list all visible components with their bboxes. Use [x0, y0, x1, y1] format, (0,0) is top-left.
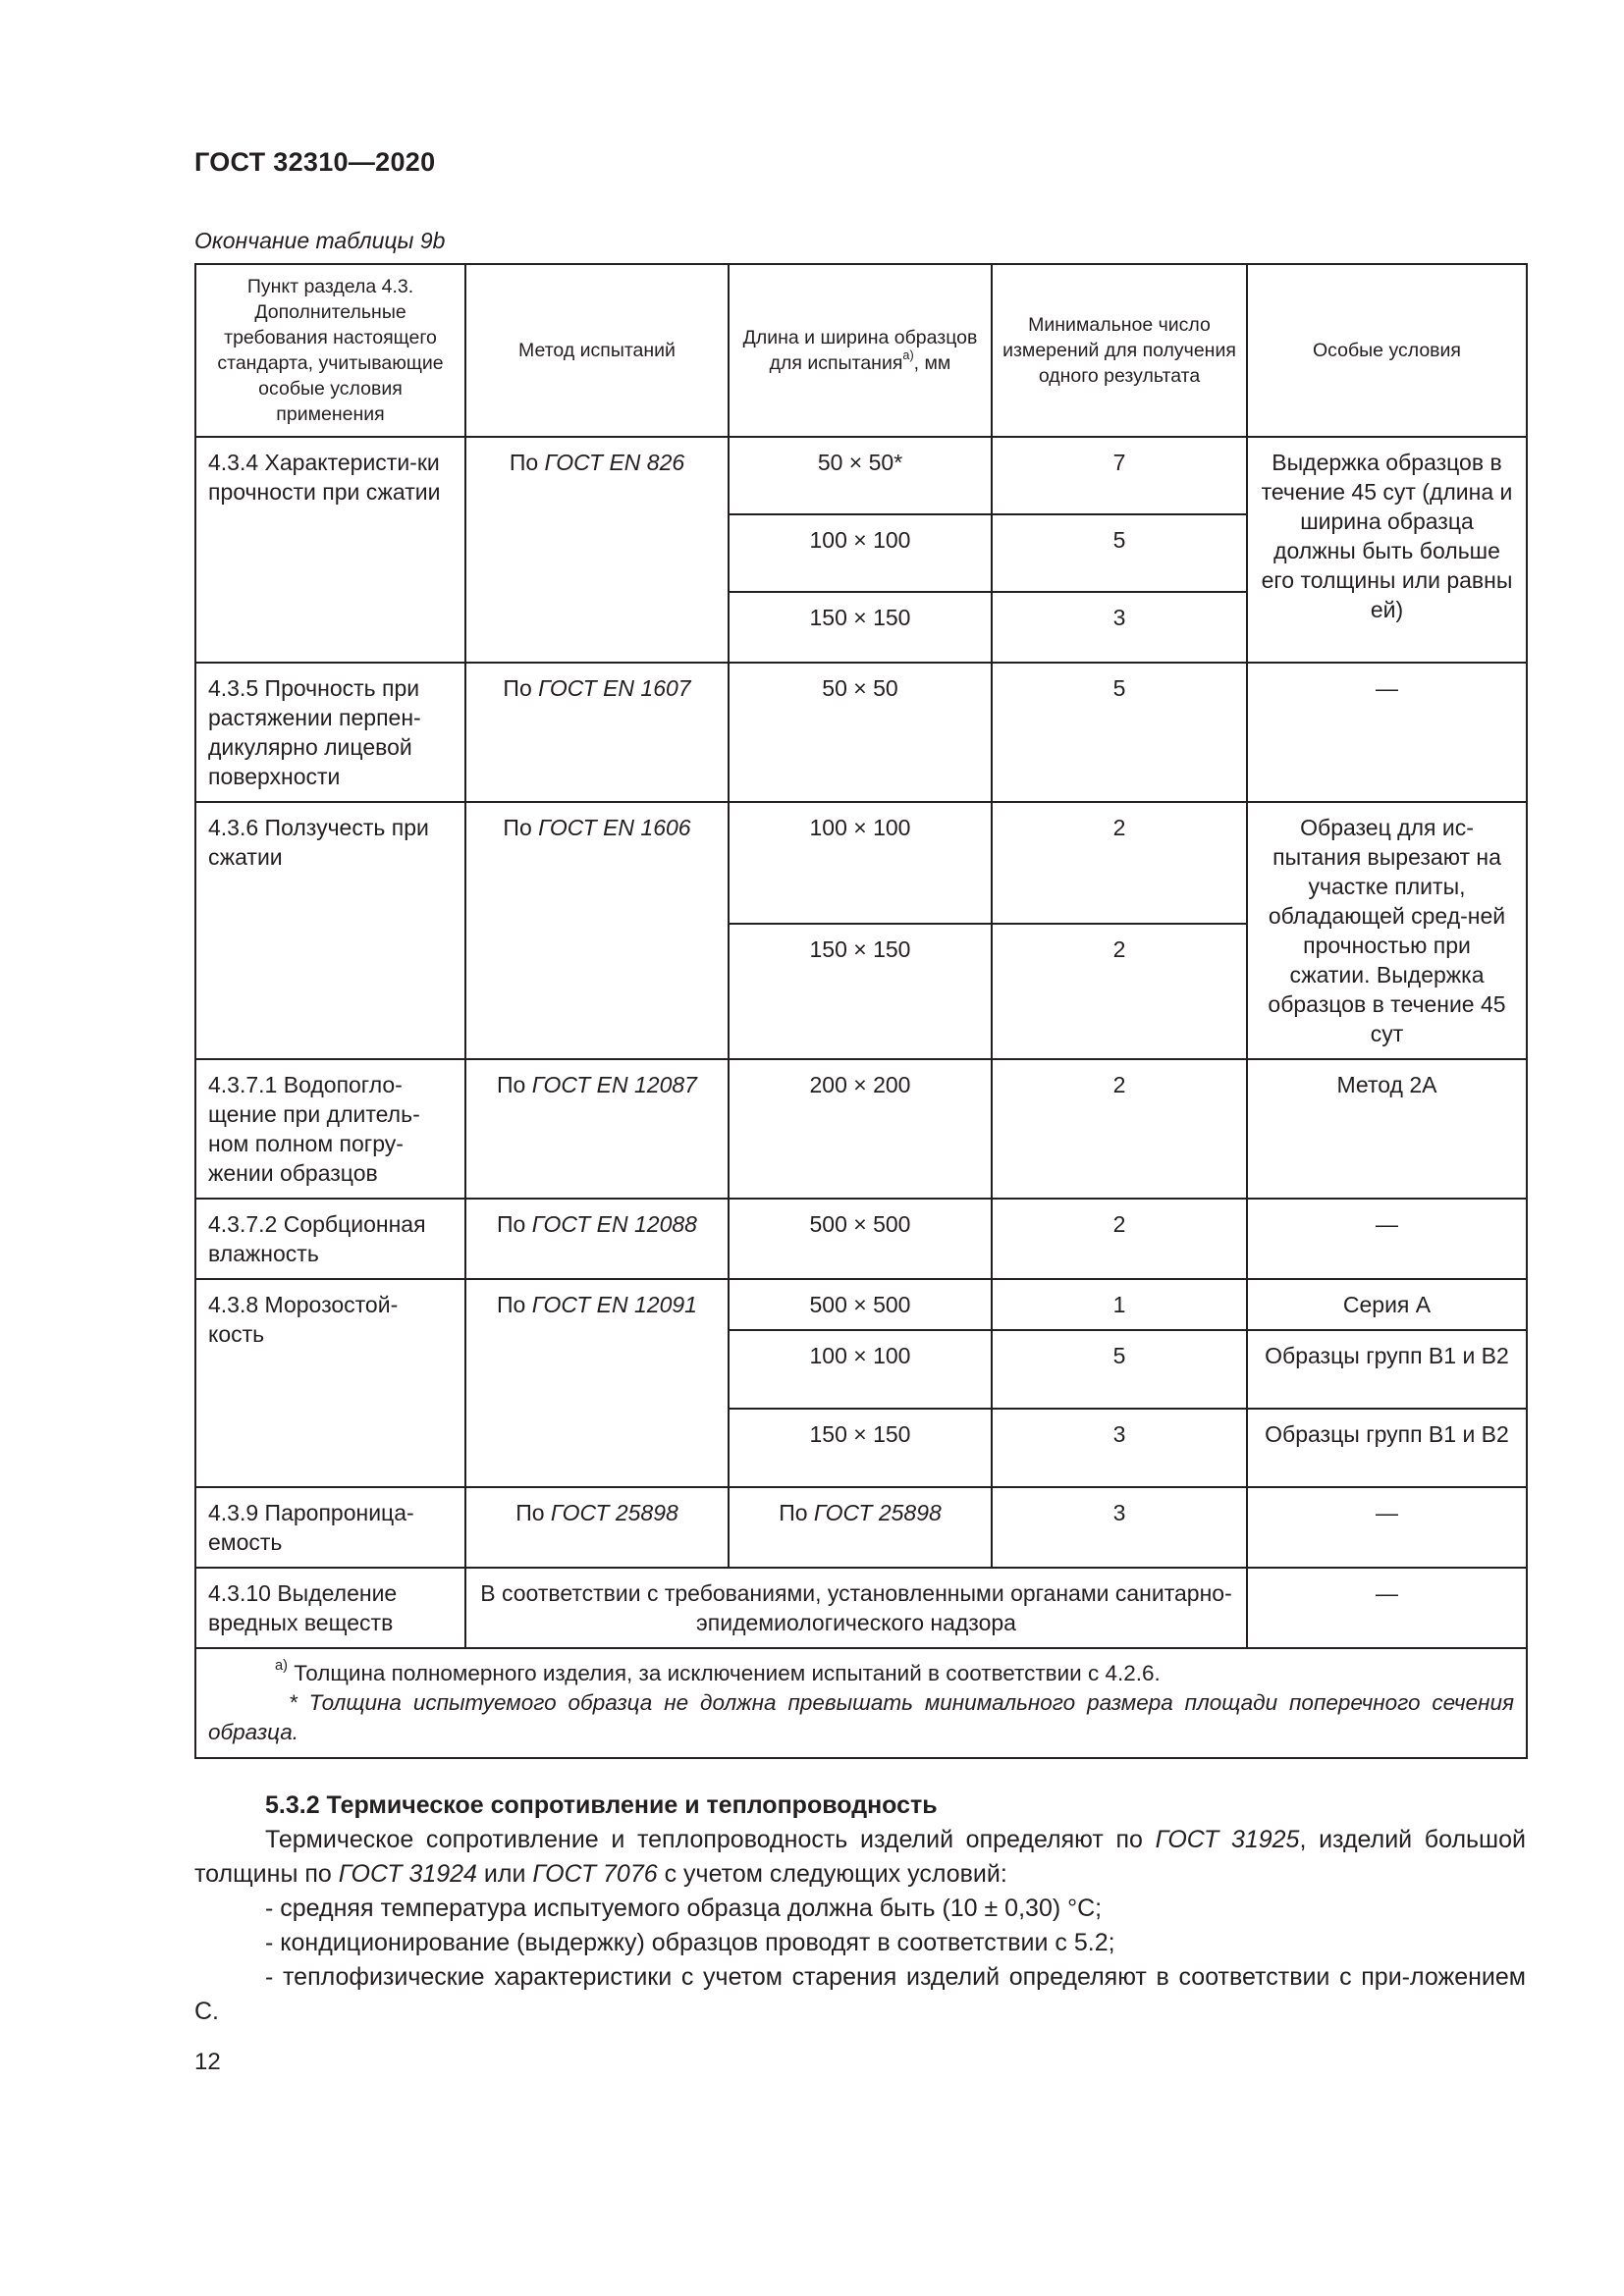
- cell-size: 100 × 100: [729, 1330, 992, 1409]
- table-row: [195, 1059, 1527, 1199]
- cell-conditions: —: [1247, 1199, 1527, 1279]
- section-title: 5.3.2 Термическое сопротивление и теплопроводность: [265, 1791, 938, 1819]
- footnote-a: $^{а)}$ Толщина полномерного изделия, за исключением испытаний в соответствии с 4.2.6.: [275, 1657, 1161, 1685]
- table-row: [195, 1199, 1527, 1279]
- list-item: - средняя температура испытуемого образца должна быть (10 ± 0,30) °С;: [265, 1895, 1103, 1922]
- cell-size: 500 × 500: [729, 1279, 992, 1330]
- cell-item: 4.3.6 Ползучесть при сжатии: [195, 802, 465, 1059]
- cell-size: 150 × 150: [729, 592, 992, 663]
- cell-count: 3: [992, 592, 1247, 663]
- column-header-count: Минимальное число измерений для получения одного результата: [992, 264, 1247, 437]
- cell-item: 4.3.5 Прочность при растяжении перпен-дикулярно лицевой поверхности: [195, 663, 465, 802]
- requirements-table: [194, 263, 1528, 1759]
- cell-size: 100 × 100: [729, 802, 992, 924]
- table-row: [195, 1568, 1527, 1648]
- table-footnotes: [195, 1648, 1527, 1758]
- cell-merged-requirements: В соответствии с требованиями, установленными органами санитарно-эпидемиологического надзора: [465, 1568, 1247, 1648]
- footnote-star: * Толщина испытуемого образца не должна превышать минимального размера площади поперечного сечения образца.: [208, 1690, 1514, 1744]
- cell-item: 4.3.8 Морозостой-кость: [195, 1279, 465, 1487]
- list-item: - теплофизические характеристики с учетом старения изделий определяют в соответствии с при-ложением С.: [194, 1963, 1526, 2025]
- column-header-item: Пункт раздела 4.3. Дополнительные требования настоящего стандарта, учитывающие особые условия применения: [195, 264, 465, 437]
- cell-method: По ГОСТ EN 826: [465, 437, 729, 663]
- cell-size: 500 × 500: [729, 1199, 992, 1279]
- cell-item: 4.3.4 Характеристи-ки прочности при сжатии: [195, 437, 465, 663]
- cell-conditions: Образцы групп В1 и В2: [1247, 1330, 1527, 1409]
- cell-count: 2: [992, 1059, 1247, 1199]
- cell-conditions: Образцы групп В1 и В2: [1247, 1409, 1527, 1487]
- cell-conditions: Образец для ис-пытания вырезают на участке плиты, обладающей сред-ней прочностью при сжатии. Выдержка образцов в течение 45 сут: [1247, 802, 1527, 1059]
- cell-count: 7: [992, 437, 1247, 514]
- cell-size: По ГОСТ 25898: [729, 1487, 992, 1568]
- column-header-method: Метод испытаний: [465, 264, 729, 437]
- section-paragraph: Термическое сопротивление и теплопроводность изделий определяют по ГОСТ 31925, изделий большой толщины по ГОСТ 31924 или ГОСТ 7076 с учетом следующих условий:: [194, 1826, 1526, 1888]
- table-row: [195, 663, 1527, 802]
- cell-method: По ГОСТ EN 1606: [465, 802, 729, 1059]
- cell-conditions: Выдержка образцов в течение 45 сут (длина и ширина образца должны быть больше его толщины или равны ей): [1247, 437, 1527, 663]
- cell-item: 4.3.10 Выделение вредных веществ: [195, 1568, 465, 1648]
- column-header-size: Длина и ширина образцов для испытания$^{а)}$, мм: [729, 264, 992, 437]
- cell-item: 4.3.9 Паропроница-емость: [195, 1487, 465, 1568]
- table-row: [195, 437, 1527, 514]
- list-item: - кондиционирование (выдержку) образцов проводят в соответствии с 5.2;: [265, 1929, 1115, 1956]
- cell-size: 50 × 50: [729, 663, 992, 802]
- cell-method: По ГОСТ EN 12087: [465, 1059, 729, 1199]
- cell-method: По ГОСТ EN 12088: [465, 1199, 729, 1279]
- cell-conditions: —: [1247, 1487, 1527, 1568]
- cell-size: 50 × 50*: [729, 437, 992, 514]
- cell-conditions: —: [1247, 663, 1527, 802]
- table-row: [195, 802, 1527, 924]
- cell-count: 2: [992, 802, 1247, 924]
- cell-method: По ГОСТ EN 12091: [465, 1279, 729, 1487]
- table-caption: Окончание таблицы 9b: [194, 228, 446, 253]
- table-footnotes-row: [195, 1648, 1527, 1758]
- cell-item: 4.3.7.2 Сорбционная влажность: [195, 1199, 465, 1279]
- cell-method: По ГОСТ EN 1607: [465, 663, 729, 802]
- cell-conditions: Серия А: [1247, 1279, 1527, 1330]
- cell-count: 2: [992, 1199, 1247, 1279]
- table-row: [195, 1279, 1527, 1330]
- cell-count: 5: [992, 1330, 1247, 1409]
- cell-item: 4.3.7.1 Водопогло-щение при длитель-ном полном погру-жении образцов: [195, 1059, 465, 1199]
- page-number: 12: [194, 2049, 221, 2075]
- table-row: [195, 1487, 1527, 1568]
- cell-size: 100 × 100: [729, 514, 992, 592]
- section-5-3-2: [194, 1789, 1526, 2029]
- cell-size: 150 × 150: [729, 924, 992, 1059]
- footnote-a-ref: а): [902, 347, 914, 362]
- cell-conditions: Метод 2А: [1247, 1059, 1527, 1199]
- cell-count: 3: [992, 1487, 1247, 1568]
- cell-count: 1: [992, 1279, 1247, 1330]
- cell-count: 2: [992, 924, 1247, 1059]
- cell-count: 5: [992, 663, 1247, 802]
- cell-conditions: —: [1247, 1568, 1527, 1648]
- column-header-conditions: Особые условия: [1247, 264, 1527, 437]
- cell-method: По ГОСТ 25898: [465, 1487, 729, 1568]
- table-header-row: [195, 264, 1527, 437]
- cell-size: 150 × 150: [729, 1409, 992, 1487]
- cell-size: 200 × 200: [729, 1059, 992, 1199]
- cell-count: 5: [992, 514, 1247, 592]
- cell-count: 3: [992, 1409, 1247, 1487]
- document-header: ГОСТ 32310—2020: [194, 147, 436, 177]
